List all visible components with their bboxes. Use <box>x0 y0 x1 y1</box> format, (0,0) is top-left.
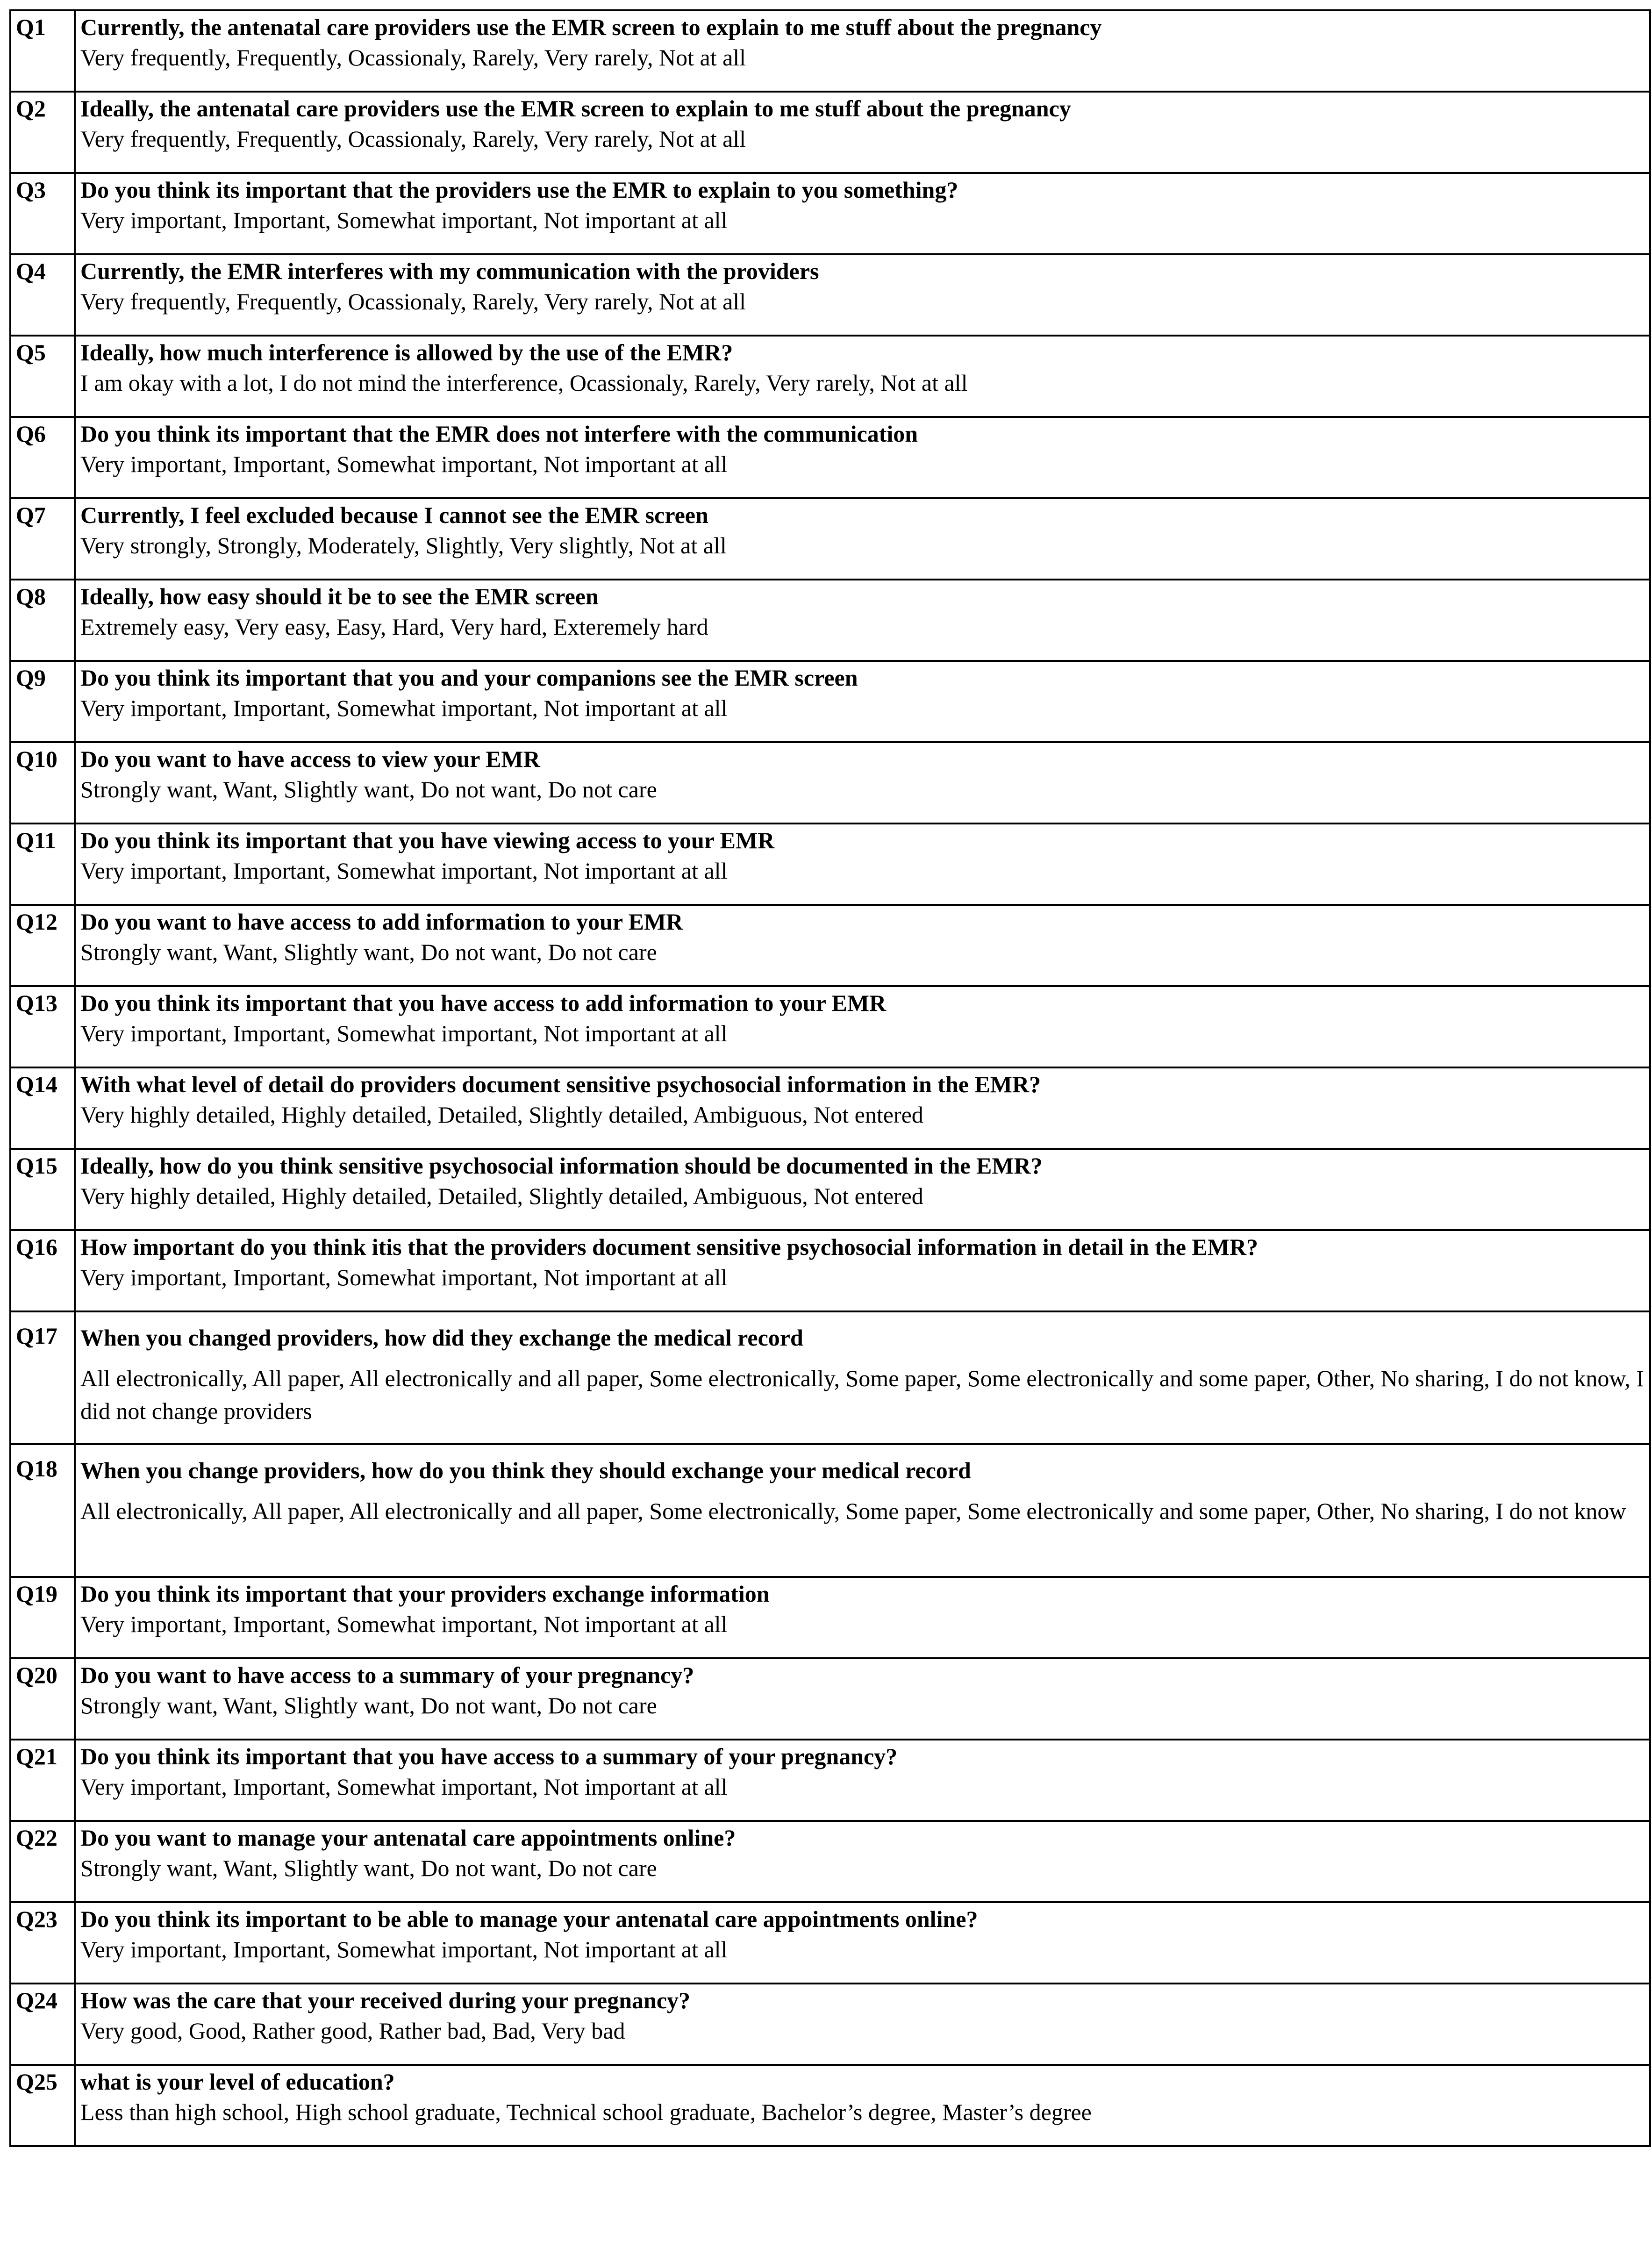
question-text: When you changed providers, how did they exchange the medical record <box>80 1325 803 1351</box>
answer-options: Strongly want, Want, Slightly want, Do not want, Do not care <box>80 776 657 802</box>
question-text: Do you want to have access to a summary of your pregnancy? <box>80 1662 694 1688</box>
question-row <box>10 1902 1650 1984</box>
question-cell <box>75 1149 1650 1230</box>
question-text: Ideally, the antenatal care providers use the EMR screen to explain to me stuff about the pregnancy <box>80 95 1071 122</box>
question-id: Q10 <box>10 742 75 824</box>
answer-options: Very good, Good, Rather good, Rather bad, Bad, Very bad <box>80 2018 625 2044</box>
answer-options: Very important, Important, Somewhat important, Not important at all <box>80 1264 728 1290</box>
question-cell <box>75 1984 1650 2065</box>
question-id: Q17 <box>10 1311 75 1444</box>
question-text: Ideally, how do you think sensitive psychosocial information should be documented in the EMR? <box>80 1153 1043 1179</box>
question-id: Q2 <box>10 92 75 173</box>
question-id: Q21 <box>10 1740 75 1821</box>
question-id: Q16 <box>10 1230 75 1311</box>
question-row <box>10 1821 1650 1902</box>
question-text: When you change providers, how do you think they should exchange your medical record <box>80 1457 971 1483</box>
question-id: Q9 <box>10 661 75 742</box>
question-text: Do you think its important that your providers exchange information <box>80 1581 770 1607</box>
answer-options: Very frequently, Frequently, Ocassionaly, Rarely, Very rarely, Not at all <box>80 126 746 152</box>
question-cell <box>75 1577 1650 1658</box>
answer-options: Very important, Important, Somewhat important, Not important at all <box>80 451 728 477</box>
question-cell <box>75 742 1650 824</box>
question-text: Do you think its important that the EMR does not interfere with the communication <box>80 421 918 447</box>
answer-options: Very important, Important, Somewhat important, Not important at all <box>80 695 728 721</box>
question-text: Do you think its important that you have viewing access to your EMR <box>80 827 775 853</box>
answer-options: Very important, Important, Somewhat important, Not important at all <box>80 1936 728 1962</box>
question-cell <box>75 498 1650 580</box>
question-id: Q15 <box>10 1149 75 1230</box>
answer-options: Very important, Important, Somewhat important, Not important at all <box>80 1774 728 1800</box>
answer-options: Very important, Important, Somewhat important, Not important at all <box>80 858 728 884</box>
question-text: With what level of detail do providers document sensitive psychosocial information in the EMR? <box>80 1071 1041 1097</box>
question-text: what is your level of education? <box>80 2069 395 2095</box>
answer-options: All electronically, All paper, All electronically and all paper, Some electronically, Some paper, Some electronically and some paper, Other, No sharing, I do not know <box>80 1498 1626 1524</box>
question-row <box>10 1149 1650 1230</box>
question-row <box>10 10 1650 92</box>
question-cell <box>75 1821 1650 1902</box>
question-cell <box>75 1067 1650 1149</box>
question-cell <box>75 417 1650 498</box>
question-row <box>10 498 1650 580</box>
question-id: Q23 <box>10 1902 75 1984</box>
question-id: Q19 <box>10 1577 75 1658</box>
question-id: Q25 <box>10 2065 75 2146</box>
question-cell <box>75 1902 1650 1984</box>
answer-options: I am okay with a lot, I do not mind the interference, Ocassionaly, Rarely, Very rarely, Not at all <box>80 370 968 396</box>
question-row <box>10 1658 1650 1740</box>
question-text: Do you think its important that you have access to add information to your EMR <box>80 990 887 1016</box>
question-id: Q22 <box>10 1821 75 1902</box>
question-text: Currently, the EMR interferes with my communication with the providers <box>80 258 819 284</box>
question-text: How important do you think itis that the providers document sensitive psychosocial information in detail in the EMR? <box>80 1234 1259 1260</box>
question-text: Do you want to have access to view your EMR <box>80 746 540 772</box>
question-id: Q4 <box>10 254 75 336</box>
question-id: Q8 <box>10 580 75 661</box>
question-row <box>10 905 1650 986</box>
question-row <box>10 254 1650 336</box>
question-row <box>10 1311 1650 1444</box>
question-cell <box>75 1658 1650 1740</box>
answer-options: Strongly want, Want, Slightly want, Do not want, Do not care <box>80 939 657 965</box>
question-row <box>10 824 1650 905</box>
answer-options: Strongly want, Want, Slightly want, Do not want, Do not care <box>80 1692 657 1719</box>
question-text: Ideally, how much interference is allowed by the use of the EMR? <box>80 339 733 365</box>
answer-options: Very important, Important, Somewhat important, Not important at all <box>80 1611 728 1637</box>
question-cell <box>75 10 1650 92</box>
question-id: Q11 <box>10 824 75 905</box>
answer-options: Strongly want, Want, Slightly want, Do not want, Do not care <box>80 1855 657 1881</box>
answer-options: Less than high school, High school graduate, Technical school graduate, Bachelor’s degree, Master’s degree <box>80 2099 1092 2125</box>
answer-options: Very strongly, Strongly, Moderately, Slightly, Very slightly, Not at all <box>80 532 727 559</box>
answer-options: Very frequently, Frequently, Ocassionaly, Rarely, Very rarely, Not at all <box>80 44 746 71</box>
question-row <box>10 92 1650 173</box>
question-cell <box>75 1230 1650 1311</box>
question-id: Q3 <box>10 173 75 254</box>
question-id: Q20 <box>10 1658 75 1740</box>
question-text: Do you think its important that the providers use the EMR to explain to you something? <box>80 177 958 203</box>
answer-options: Very important, Important, Somewhat important, Not important at all <box>80 1020 728 1046</box>
question-row <box>10 986 1650 1067</box>
question-cell <box>75 1444 1650 1577</box>
survey-sheet <box>9 9 1651 2147</box>
question-id: Q7 <box>10 498 75 580</box>
question-row <box>10 2065 1650 2146</box>
question-id: Q13 <box>10 986 75 1067</box>
question-cell <box>75 173 1650 254</box>
question-row <box>10 1067 1650 1149</box>
answer-options: Very highly detailed, Highly detailed, Detailed, Slightly detailed, Ambiguous, Not entered <box>80 1183 923 1209</box>
question-id: Q12 <box>10 905 75 986</box>
question-id: Q18 <box>10 1444 75 1577</box>
question-row <box>10 661 1650 742</box>
question-text: Currently, the antenatal care providers use the EMR screen to explain to me stuff about the pregnancy <box>80 14 1102 40</box>
question-row <box>10 336 1650 417</box>
question-cell <box>75 986 1650 1067</box>
question-id: Q5 <box>10 336 75 417</box>
question-cell <box>75 1311 1650 1444</box>
answer-options: Extremely easy, Very easy, Easy, Hard, Very hard, Exteremely hard <box>80 614 708 640</box>
answer-options: All electronically, All paper, All electronically and all paper, Some electronically, Some paper, Some electronically and some paper, Other, No sharing, I do not know, I did not change providers <box>80 1365 1644 1424</box>
question-row <box>10 1740 1650 1821</box>
question-cell <box>75 2065 1650 2146</box>
question-row <box>10 1444 1650 1577</box>
question-text: Do you think its important that you have access to a summary of your pregnancy? <box>80 1743 898 1769</box>
survey-table <box>9 9 1651 2147</box>
question-text: Do you want to manage your antenatal care appointments online? <box>80 1825 736 1851</box>
question-text: How was the care that your received during your pregnancy? <box>80 1987 691 2013</box>
question-cell <box>75 824 1650 905</box>
question-cell <box>75 1740 1650 1821</box>
question-cell <box>75 905 1650 986</box>
question-row <box>10 1577 1650 1658</box>
question-text: Do you think its important that you and your companions see the EMR screen <box>80 665 858 691</box>
question-id: Q1 <box>10 10 75 92</box>
question-row <box>10 742 1650 824</box>
question-row <box>10 580 1650 661</box>
answer-options: Very highly detailed, Highly detailed, Detailed, Slightly detailed, Ambiguous, Not entered <box>80 1102 923 1128</box>
question-cell <box>75 254 1650 336</box>
question-cell <box>75 661 1650 742</box>
question-cell <box>75 336 1650 417</box>
answer-options: Very frequently, Frequently, Ocassionaly, Rarely, Very rarely, Not at all <box>80 288 746 315</box>
question-text: Currently, I feel excluded because I cannot see the EMR screen <box>80 502 708 528</box>
answer-options: Very important, Important, Somewhat important, Not important at all <box>80 207 728 233</box>
question-cell <box>75 580 1650 661</box>
question-text: Do you want to have access to add information to your EMR <box>80 909 683 935</box>
question-row <box>10 417 1650 498</box>
question-id: Q24 <box>10 1984 75 2065</box>
question-row <box>10 1230 1650 1311</box>
question-cell <box>75 92 1650 173</box>
question-text: Do you think its important to be able to manage your antenatal care appointments online? <box>80 1906 978 1932</box>
question-id: Q14 <box>10 1067 75 1149</box>
question-row <box>10 173 1650 254</box>
question-id: Q6 <box>10 417 75 498</box>
question-row <box>10 1984 1650 2065</box>
question-text: Ideally, how easy should it be to see the EMR screen <box>80 583 599 609</box>
